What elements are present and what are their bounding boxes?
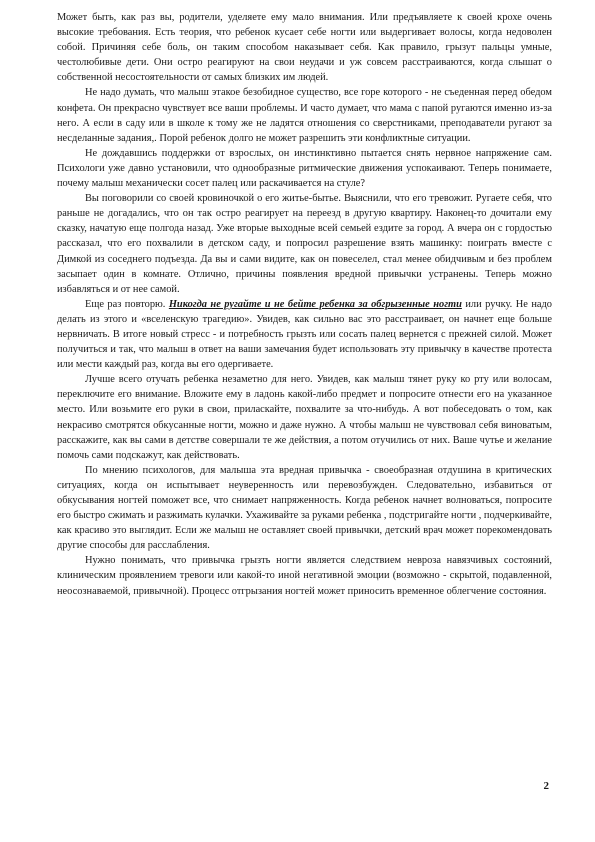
paragraph: Лучше всего отучать ребенка незаметно для него. Увидев, как малыш тянет руку ко рту или волосам, переключите его внимание. Вложите ему в ладонь какой-либо предмет и попросите отнести его на указанное место. Или возьмите его руки в свои, приласкайте, похвалите за что-нибудь. А вот побеседовать о том, как некрасиво смотрятся обкусанные ногти, можно и даже нужно. А чтобы малыш не чувствовал себя виноватым, расскажите, как вы сами в детстве совершали те же действия, а потом отучились от них. Ваше чутье и желание помочь сами подскажут, как действовать. <box>57 374 552 461</box>
paragraph: По мнению психологов, для малыша эта вредная привычка - своеобразная отдушина в критических ситуациях, когда он испытывает неуверенность или перевозбужден. Следовательно, избавиться от обкусывания ногтей поможет все, что снимает напряженность. Когда ребенок начнет волноваться, попросите его быстро сжимать и разжимать кулачки. Ухаживайте за руками ребенка , подстригайте ногти , подчеркивайте, как красиво это выглядит. Если же малыш не оставляет своей привычки, детский врач может порекомендовать другие способы для расслабления. <box>57 464 553 552</box>
emphasized-text: Никогда не ругайте и не бейте ребенка за обгрызенные ногти <box>168 298 462 310</box>
paragraph-text: или ручку. Не надо делать из этого и «вселенскую трагедию». Увидев, как сильно вас это расстраивает, он начнет еще больше нервничать. В итоге новый стресс - и потребность грызть или сосать палец вернется с прежней силой. Может получиться и так, что малыш в ответ на ваши замечания будет использовать эту привычку в качестве протеста или мести каждый раз, когда вы его одергиваете. <box>57 298 552 371</box>
paragraph: Вы поговорили со своей кровиночкой о его житье-бытье. Выяснили, что его тревожит. Ругаете себя, что раньше не догадались, что он так остро реагирует на переезд в другую квартиру. Наконец-то дочитали ему сказку, начатую еще полгода назад. Уже вторые выходные всей семьей ездите за город. А вчера он с гордостью рассказал, что его похвалили в детском саду, и попросил разрешение взять машинку: поиграть вместе с Димкой из соседнего подъезда. Да вы и сами видите, как он повеселел, стал менее обидчивым и без проблем засыпает один в комнате. Отлично, причины появления вредной привычки устранены. Теперь можно избавляться и от нее самой. <box>57 193 552 295</box>
paragraph: Может быть, как раз вы, родители, уделяете ему мало внимания. Или предъявляете к своей крохе очень высокие требования. Есть теория, что ребенок кусает себе ногти или выдергивает волосы, когда недоволен собой. Причиняя себе боль, он таким способом наказывает себя. Как правило, грызут пальцы умные, честолюбивые дети. Они остро реагируют на свои неудачи и уж совсем расстраиваются, когда слышат о собственной несостоятельности от самых близких им людей. <box>57 12 552 84</box>
paragraph-text: Еще раз повторю. <box>85 298 169 310</box>
paragraph: Нужно понимать, что привычка грызть ногти является следствием невроза навязчивых состояний, клиническим проявлением тревоги или какой-то иной негативной эмоции (возможно - скрытой, подавленной, неосознаваемой, привычной). Процесс отгрызания ногтей может приносить временное облегчение состояния. <box>57 555 552 597</box>
document-body <box>57 10 552 599</box>
paragraph <box>57 297 552 372</box>
paragraph: Не надо думать, что малыш этакое безобидное существо, все горе которого - не съеденная перед обедом конфета. Он прекрасно чувствует все ваши проблемы. И часто думает, что мама с папой ругаются именно из-за него. А если в саду или в школе к тому же не ладятся отношения со сверстниками, преподаватели ругают за несделанные задания,. Порой ребенок долго не может разрешить эти конфликтные ситуации. <box>57 87 552 144</box>
paragraph: Не дождавшись поддержки от взрослых, он инстинктивно пытается снять нервное напряжение сам. Психологи уже давно установили, что однообразные ритмические движения успокаивают. Теперь понимаете, почему малыш механически сосет палец или раскачивается на стуле? <box>57 147 552 190</box>
page-number: 2 <box>543 780 549 792</box>
